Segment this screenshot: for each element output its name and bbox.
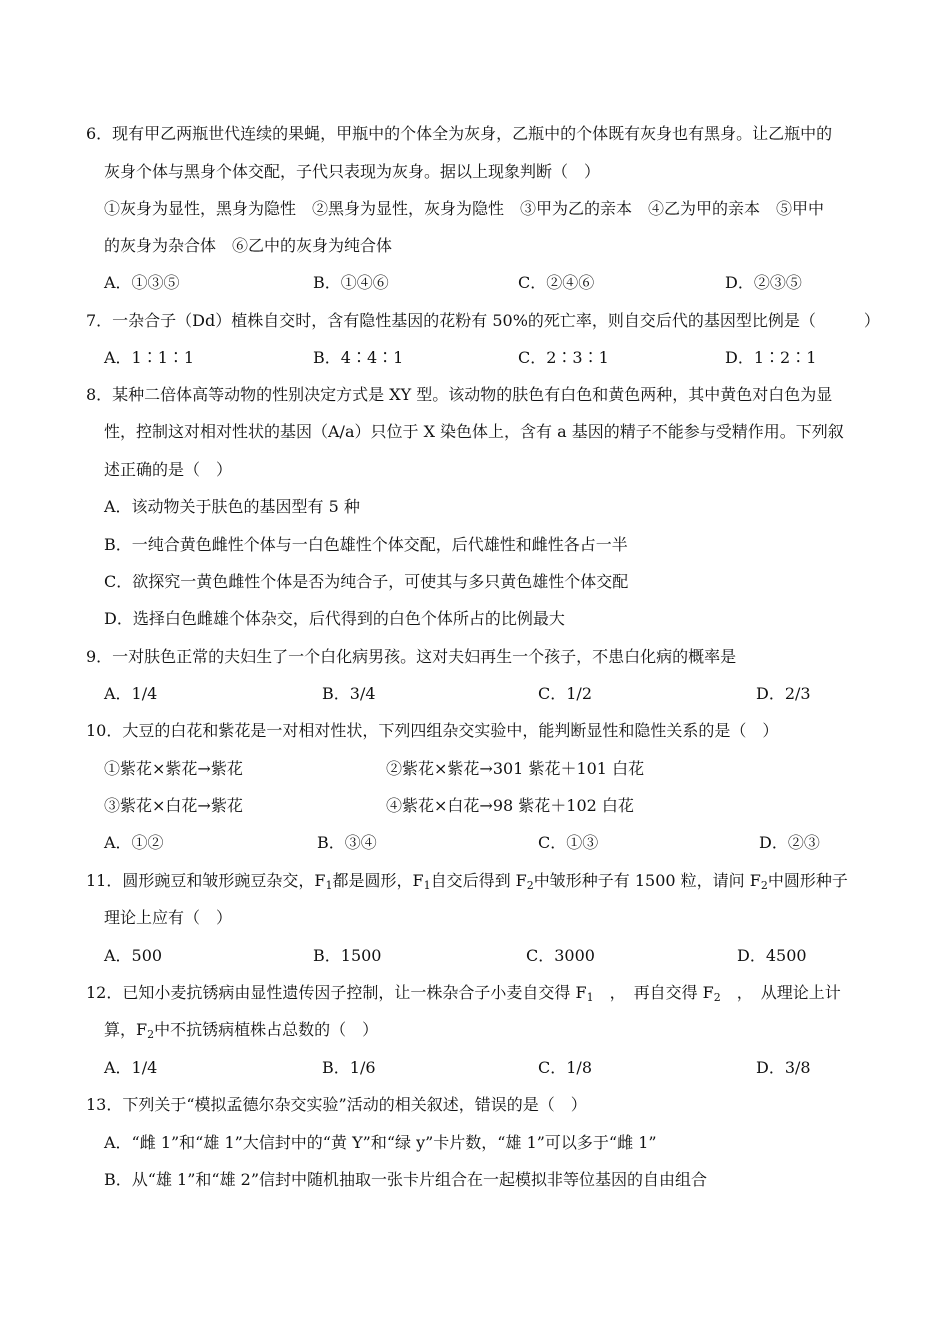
q9-option-a: A．1/4 (104, 684, 158, 703)
q10-option-b: B．③④ (317, 833, 377, 852)
q6-option-a: A．①③⑤ (104, 273, 180, 292)
q11-stem-line2: 理论上应有（ ） (104, 908, 233, 927)
q7-option-a: A．1∶1∶1 (104, 348, 195, 367)
q8-stem-line1: 8．某种二倍体高等动物的性别决定方式是 XY 型。该动物的肤色有白色和黄色两种，其中黄色对白色为显 (86, 385, 833, 404)
q9-stem-line1: 9．一对肤色正常的夫妇生了一个白化病男孩。这对夫妇再生一个孩子，不患白化病的概率是 (86, 647, 737, 666)
q10-option-a: A．①② (104, 833, 164, 852)
q8-stem-line3: 述正确的是（ ） (104, 460, 233, 479)
q8-option-a: A．该动物关于肤色的基因型有 5 种 (104, 497, 360, 516)
q6-statements-line2: 的灰身为杂合体 ⑥乙中的灰身为纯合体 (104, 236, 393, 255)
q8-option-d: D．选择白色雌雄个体杂交，后代得到的白色个体所占的比例最大 (104, 609, 565, 628)
q12-option-d: D．3/8 (756, 1058, 811, 1077)
q7-option-c: C．2∶3∶1 (518, 348, 609, 367)
q11-option-d: D．4500 (737, 946, 807, 965)
q10-cross-1: ①紫花×紫花→紫花 (104, 759, 243, 778)
q6-stem-line2: 灰身个体与黑身个体交配，子代只表现为灰身。据以上现象判断（ ） (104, 162, 601, 181)
q6-option-c: C．②④⑥ (518, 273, 595, 292)
q6-option-d: D．②③⑤ (725, 273, 802, 292)
q6-statements-line1: ①灰身为显性，黑身为隐性 ②黑身为显性，灰身为隐性 ③甲为乙的亲本 ④乙为甲的亲本 ⑤甲中 (104, 199, 825, 218)
q12-option-a: A．1/4 (104, 1058, 158, 1077)
q9-option-d: D．2/3 (756, 684, 811, 703)
q12-option-c: C．1/8 (538, 1058, 592, 1077)
q13-option-a: A．“雌 1”和“雄 1”大信封中的“黄 Y”和“绿 y”卡片数，“雄 1”可以多于“雌 1” (104, 1133, 657, 1152)
q9-option-b: B．3/4 (322, 684, 376, 703)
q7-option-b: B．4∶4∶1 (313, 348, 404, 367)
q8-stem-line2: 性，控制这对相对性状的基因（A/a）只位于 X 染色体上，含有 a 基因的精子不能参与受精作用。下列叙 (104, 422, 844, 441)
q8-option-b: B．一纯合黄色雌性个体与一白色雄性个体交配，后代雄性和雌性各占一半 (104, 535, 628, 554)
q6-stem-line1: 6．现有甲乙两瓶世代连续的果蝇，甲瓶中的个体全为灰身，乙瓶中的个体既有灰身也有黑身。让乙瓶中的 (86, 124, 833, 143)
q7-option-d: D．1∶2∶1 (725, 348, 817, 367)
q10-cross-3: ③紫花×白花→紫花 (104, 796, 243, 815)
q11-option-c: C．3000 (526, 946, 595, 965)
q10-option-c: C．①③ (538, 833, 599, 852)
q11-option-b: B．1500 (313, 946, 382, 965)
q10-cross-2: ②紫花×紫花→301 紫花＋101 白花 (386, 759, 645, 778)
q10-option-d: D．②③ (759, 833, 820, 852)
q9-option-c: C．1/2 (538, 684, 592, 703)
q11-stem-line1: 11．圆形豌豆和皱形豌豆杂交，$F_1$都是圆形，$F_1$自交后得到 $F_2$中皱形种子有 1500 粒，请问 $F_2$中圆形种子 (86, 871, 848, 892)
q8-option-c: C．欲探究一黄色雌性个体是否为纯合子，可使其与多只黄色雄性个体交配 (104, 572, 629, 591)
q10-cross-4: ④紫花×白花→98 紫花＋102 白花 (386, 796, 634, 815)
q6-option-b: B．①④⑥ (313, 273, 389, 292)
q12-stem-line1: 12．已知小麦抗锈病由显性遗传因子控制，让一株杂合子小麦自交得 $F_1$ ， 再自交得 $F_2$ ， 从理论上计 (86, 983, 841, 1004)
q7-stem-line1: 7．一杂合子（Dd）植株自交时，含有隐性基因的花粉有 50%的死亡率，则自交后代的基因型比例是（ ） (86, 311, 880, 330)
q12-option-b: B．1/6 (322, 1058, 376, 1077)
q12-stem-line2: 算，$F_2$中不抗锈病植株占总数的（ ） (104, 1020, 379, 1041)
q13-option-b: B．从“雄 1”和“雄 2”信封中随机抽取一张卡片组合在一起模拟非等位基因的自由组合 (104, 1170, 708, 1189)
q13-stem-line1: 13．下列关于“模拟孟德尔杂交实验”活动的相关叙述，错误的是（ ） (86, 1095, 587, 1114)
q10-stem-line1: 10．大豆的白花和紫花是一对相对性状，下列四组杂交实验中，能判断显性和隐性关系的是（ ） (86, 721, 779, 740)
q11-option-a: A．500 (104, 946, 163, 965)
